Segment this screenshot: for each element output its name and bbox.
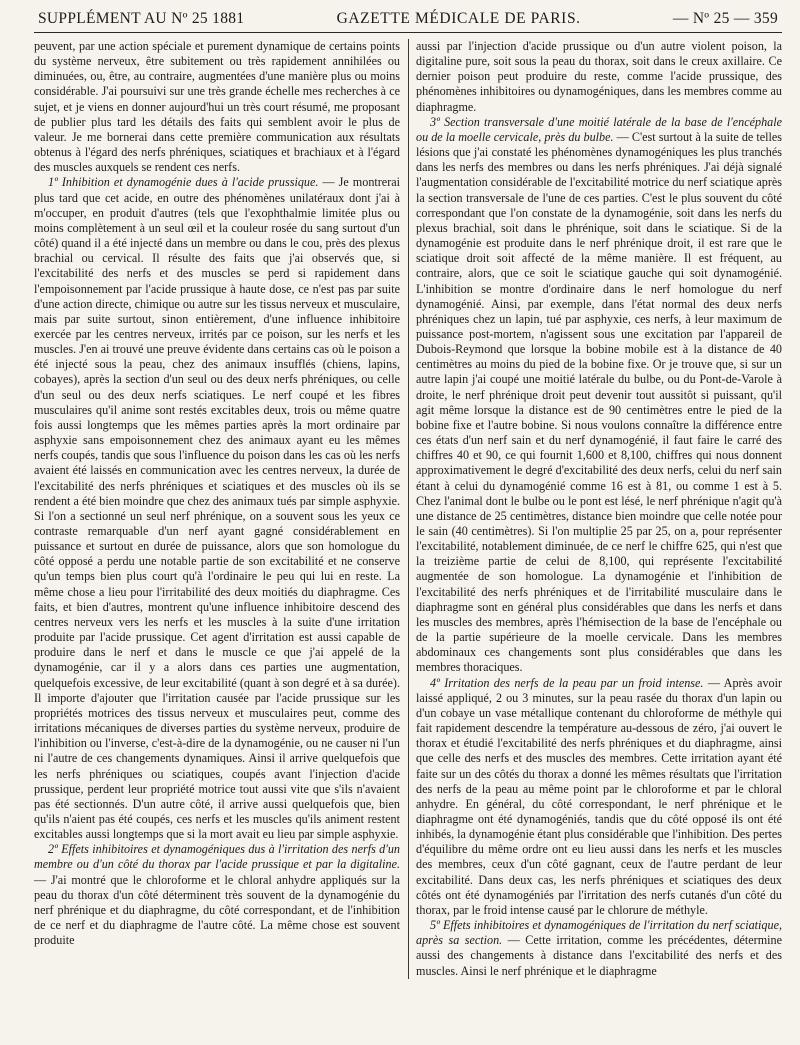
- section-2-heading: 2º Effets inhibitoires et dynamogéniques dus à l'irritation des nerfs d'un membre ou d'un côté du thorax par l'acide prussique et par la digitaline.: [34, 842, 400, 872]
- section-4-body: — Après avoir laissé appliqué, 2 ou 3 minutes, sur la peau rasée du thorax d'un lapin ou d'un cobaye un vase métallique contenant du chloroforme de méthyle qui fait rapidement descendre la température au-dessous de zéro, j'ai ouvert le thorax et étudié l'excitabilité des nerfs phréniques et du diaphragme, ainsi que celle des nerfs et des muscles des membres. Cette irritation ayant été faite sur un des côtés du thorax a donné les mêmes résultats que l'irritation des nerfs de la peau au même point par le chloroforme et par le chloral anhydre. En général, du côté correspondant, le nerf phrénique et le diaphragme ont été dynamogéniés, tandis que du côté opposé ils ont été inhibés, la dynamogénie étant plus considérable que l'inhibition. Des pertes d'équilibre du même ordre ont eu lieu aussi dans les nerfs et les muscles des membres, ceux d'un côté gagnant, ceux de l'autre perdant de leur excitabilité. Dans deux cas, les nerfs phréniques et sciatiques des deux côtés ont été dynamogéniés par l'irritation des nerfs cutanés d'un côté du thorax, par le froid intense causé par le chlorure de méthyle.: [416, 675, 782, 917]
- section-5: [416, 918, 782, 979]
- section-4: [416, 676, 782, 919]
- section-5-heading: 5º Effets inhibitoires et dynamogéniques de l'irritation du nerf sciatique, après sa section.: [416, 918, 782, 948]
- section-3: [416, 115, 782, 676]
- section-3-heading: 3º Section transversale d'une moitié latérale de la base de l'encéphale ou de la moelle cervicale, près du bulbe.: [416, 114, 782, 144]
- header-supplement: SUPPLÉMENT AU Nº 25 1881: [38, 10, 245, 27]
- right-column: [416, 39, 782, 979]
- section-1: [34, 175, 400, 842]
- paragraph-intro: peuvent, par une action spéciale et purement dynamique de certains points du système nerveux, être subitement ou très rapidement annihilées ou diminuées, ou, être, au contraire, augmentées d'une manière plus ou moins considérable. J'ai poursuivi sur une très grande échelle mes recherches à ce sujet, et je viens en donner aujourd'hui un très court résumé, me proposant de publier plus tard les détails des faits qui semblent avoir le plus de valeur. Je me bornerai dans cette première communication aux résultats obtenus à l'égard des nerfs phréniques, sciatiques et brachiaux et à l'égard des muscles auxquels se rendent ces nerfs.: [34, 39, 400, 175]
- section-3-body: — C'est surtout à la suite de telles lésions que j'ai constaté les phénomènes dynamogéniques les plus tranchés dans les nerfs des membres ou dans les nerfs phréniques. J'ai déjà signalé l'augmentation considérable de l'excitabilité motrice du nerf sciatique après la section transversale de l'une de ces parties. C'est le plus souvent du côté correspondant que l'on constate de la dynamogénie, soit dans les nerfs du plexus brachial, soit dans le phrénique, soit dans le sciatique. Si de la dynamogénie est produite dans le nerf phrénique droit, il est rare que le sciatique droit soit affecté de la même manière. Il est fréquent, au contraire, alors, que ce soit le sciatique gauche qui soit dynamogénié. L'inhibition se montre d'ordinaire dans le nerf homologue du nerf dynamogénié. Ainsi, par exemple, dans l'état normal des deux nerfs phréniques chez un lapin, tué par asphyxie, ces nerfs, à leur maximum de puissance post-mortem, n'agissent sous une excitation par l'appareil de Dubois-Reymond que lorsque la bobine mobile est à la distance de 40 centimètres au moins du pied de la bobine fixe. Or je trouve que, si sur un autre lapin j'ai coupé une moitié latérale du bulbe, ou du Pont-de-Varole à droite, le nerf phrénique droit peut devenir tout aussitôt si puissant, qu'il agit même lorsque la distance est de 90 centimètres entre le pied de la bobine fixe et l'autre bobine. Si nous voulons connaître la différence entre ces états d'un nerf sain et du nerf dynamogénié, il faut faire le carré des chiffres 40 et 90, ce qui fournit 1,600 et 8,100, chiffres qui nous donnent approximativement le degré d'excitabilité des deux nerfs, celui du nerf sain étant à celui du dynamogénié comme 16 est à 81, ou comme 1 est à 5. Chez l'animal dont le bulbe ou le pont est lésé, le nerf phrénique n'agit qu'à une distance de 25 centimètres, distance bien moindre que celle notée pour le sain (40 centimètres). Si l'on multiplie 25 par 25, on a, pour représenter l'excitabilité, notablement diminuée, de ce nerf le chiffre 625, qui n'est que la treizième partie de celui de 8,100, qui représente l'excitabilité augmentée de son homologue. La dynamogénie et l'inhibition de l'excitabilité des nerfs phréniques et de l'irritabilité musculaire dans le diaphragme sont en général plus considérables que dans les nerfs et dans les muscles des membres, après l'hémisection de la base de l'encéphale ou de la partie supérieure de la moelle cervicale. Dans les membres abdominaux ces changements sont plus considérables que dans les membres thoraciques.: [416, 129, 782, 675]
- header-journal-title: GAZETTE MÉDICALE DE PARIS.: [336, 10, 581, 27]
- section-2-body: — J'ai montré que le chloroforme et le chloral anhydre appliqués sur la peau du thorax d'un côté déterminent très souvent de la dynamogénie du nerf phrénique et du diaphragme, du côté correspondant, et de l'inhibition de ce nerf et du diaphragme de l'autre côté. La même chose est souvent produite: [34, 872, 400, 948]
- text-columns: [34, 39, 782, 979]
- section-2: [34, 842, 400, 948]
- section-1-heading: 1º Inhibition et dynamogénie dues à l'acide prussique.: [48, 175, 319, 190]
- column-divider: [408, 39, 409, 979]
- page-header: [34, 10, 782, 33]
- left-column: [34, 39, 400, 979]
- header-issue-page: — Nº 25 — 359: [672, 10, 778, 27]
- paragraph-continuation: aussi par l'injection d'acide prussique ou d'un autre violent poison, la digitaline pure, soit sous la peau du thorax, soit dans le creux axillaire. Ce dernier poison peut produire du reste, comme l'acide prussique, des phénomènes inhibitoires ou dynamogéniques, dans les membres comme au diaphragme.: [416, 39, 782, 114]
- section-1-body: — Je montrerai plus tard que cet acide, en outre des phénomènes unilatéraux dont j'ai à m'occuper, en produit d'autres (tels que l'exophthalmie limitée plus ou moins complètement à un seul œil et la couleur rosée du sang surtout d'un côté) quand il a été injecté dans un membre ou dans le cou, près des plexus brachial ou cervical. Il résulte des faits que j'ai observés que, si l'excitabilité des nerfs et des muscles se perd si rapidement dans l'empoisonnement par l'acide prussique à haute dose, ce n'est pas par suite d'une action directe, chimique ou autre sur les tissus nerveux et musculaire, mais par suite surtout, sinon entièrement, d'une influence inhibitoire exercée par les centres nerveux, irrités par ce poison, sur les nerfs et les muscles. J'en ai trouvé une preuve évidente dans certains cas où le poison a été injecté sous la peau, chez des animaux insufflés (chiens, lapins, cobayes), après la section d'un seul ou des deux nerfs phréniques, ou celle d'un seul ou des deux nerfs sciatiques. Le nerf coupé et les fibres musculaires qu'il anime sont restés excitables deux, trois ou même quatre fois aussi longtemps que les mêmes parties après la mort ordinaire par asphyxie sans empoisonnement chez des animaux ayant eu les mêmes nerfs coupés, tandis que sous l'influence du poison dans les cas où les nerfs avaient été laissés en communication avec les centres nerveux, la durée de l'excitabilité des nerfs phréniques et sciatiques et des muscles où ils se rendent a été bien moindre que chez des animaux tués par simple asphyxie. Si l'on a sectionné un seul nerf phrénique, on a souvent sous les yeux ce contraste remarquable d'un nerf ayant gagné considérablement en puissance et surtout en durée de puissance, alors que son homologue du côté opposé a perdu une notable partie de son excitabilité et ne conserve qu'un temps bien plus court qu'à l'ordinaire le peu qui lui en reste. La même chose a lieu pour l'irritabilité des deux moitiés du diaphragme. Ces faits, et bien d'autres, montrent qu'une influence inhibitoire descend des centres nerveux vers les nerfs et les muscles à la suite d'une irritation produite par l'acide prussique. Cet agent d'irritation est aussi capable de produire dans le nerf et dans le muscle ce que j'ai appelé de la dynamogénie, car il y a alors dans ces parties une augmentation, quelquefois excessive, de leur excitabilité (quant à son degré et à sa durée). Il importe d'ajouter que l'irritation causée par l'acide prussique sur les propriétés motrices des tissus nerveux et musculaires peut, comme des irritations mécaniques de diverses parties du système nerveux, produire de l'inhibition ou l'inverse, c'est-à-dire de la dynamogénie, ou ne causer ni l'un ni l'autre de ces changements dynamiques. Ainsi il arrive quelquefois que les nerfs phréniques ou sciatiques, coupés avant l'injection d'acide prussique, perdent leur propriété motrice tout aussi vite que s'ils n'avaient pas été sectionnés. D'un autre côté, il arrive aussi quelquefois que, bien qu'ils n'aient pas été coupés, ces nerfs et les muscles qu'ils animent restent excitables aussi longtemps que si la mort avait eu lieu par simple asphyxie.: [34, 175, 401, 842]
- section-4-heading: 4º Irritation des nerfs de la peau par un froid intense.: [430, 675, 704, 690]
- section-5-body: — Cette irritation, comme les précédentes, détermine aussi des changements à distance dans l'excitabilité des nerfs et des muscles. Ainsi le nerf phrénique et le diaphragme: [416, 933, 782, 978]
